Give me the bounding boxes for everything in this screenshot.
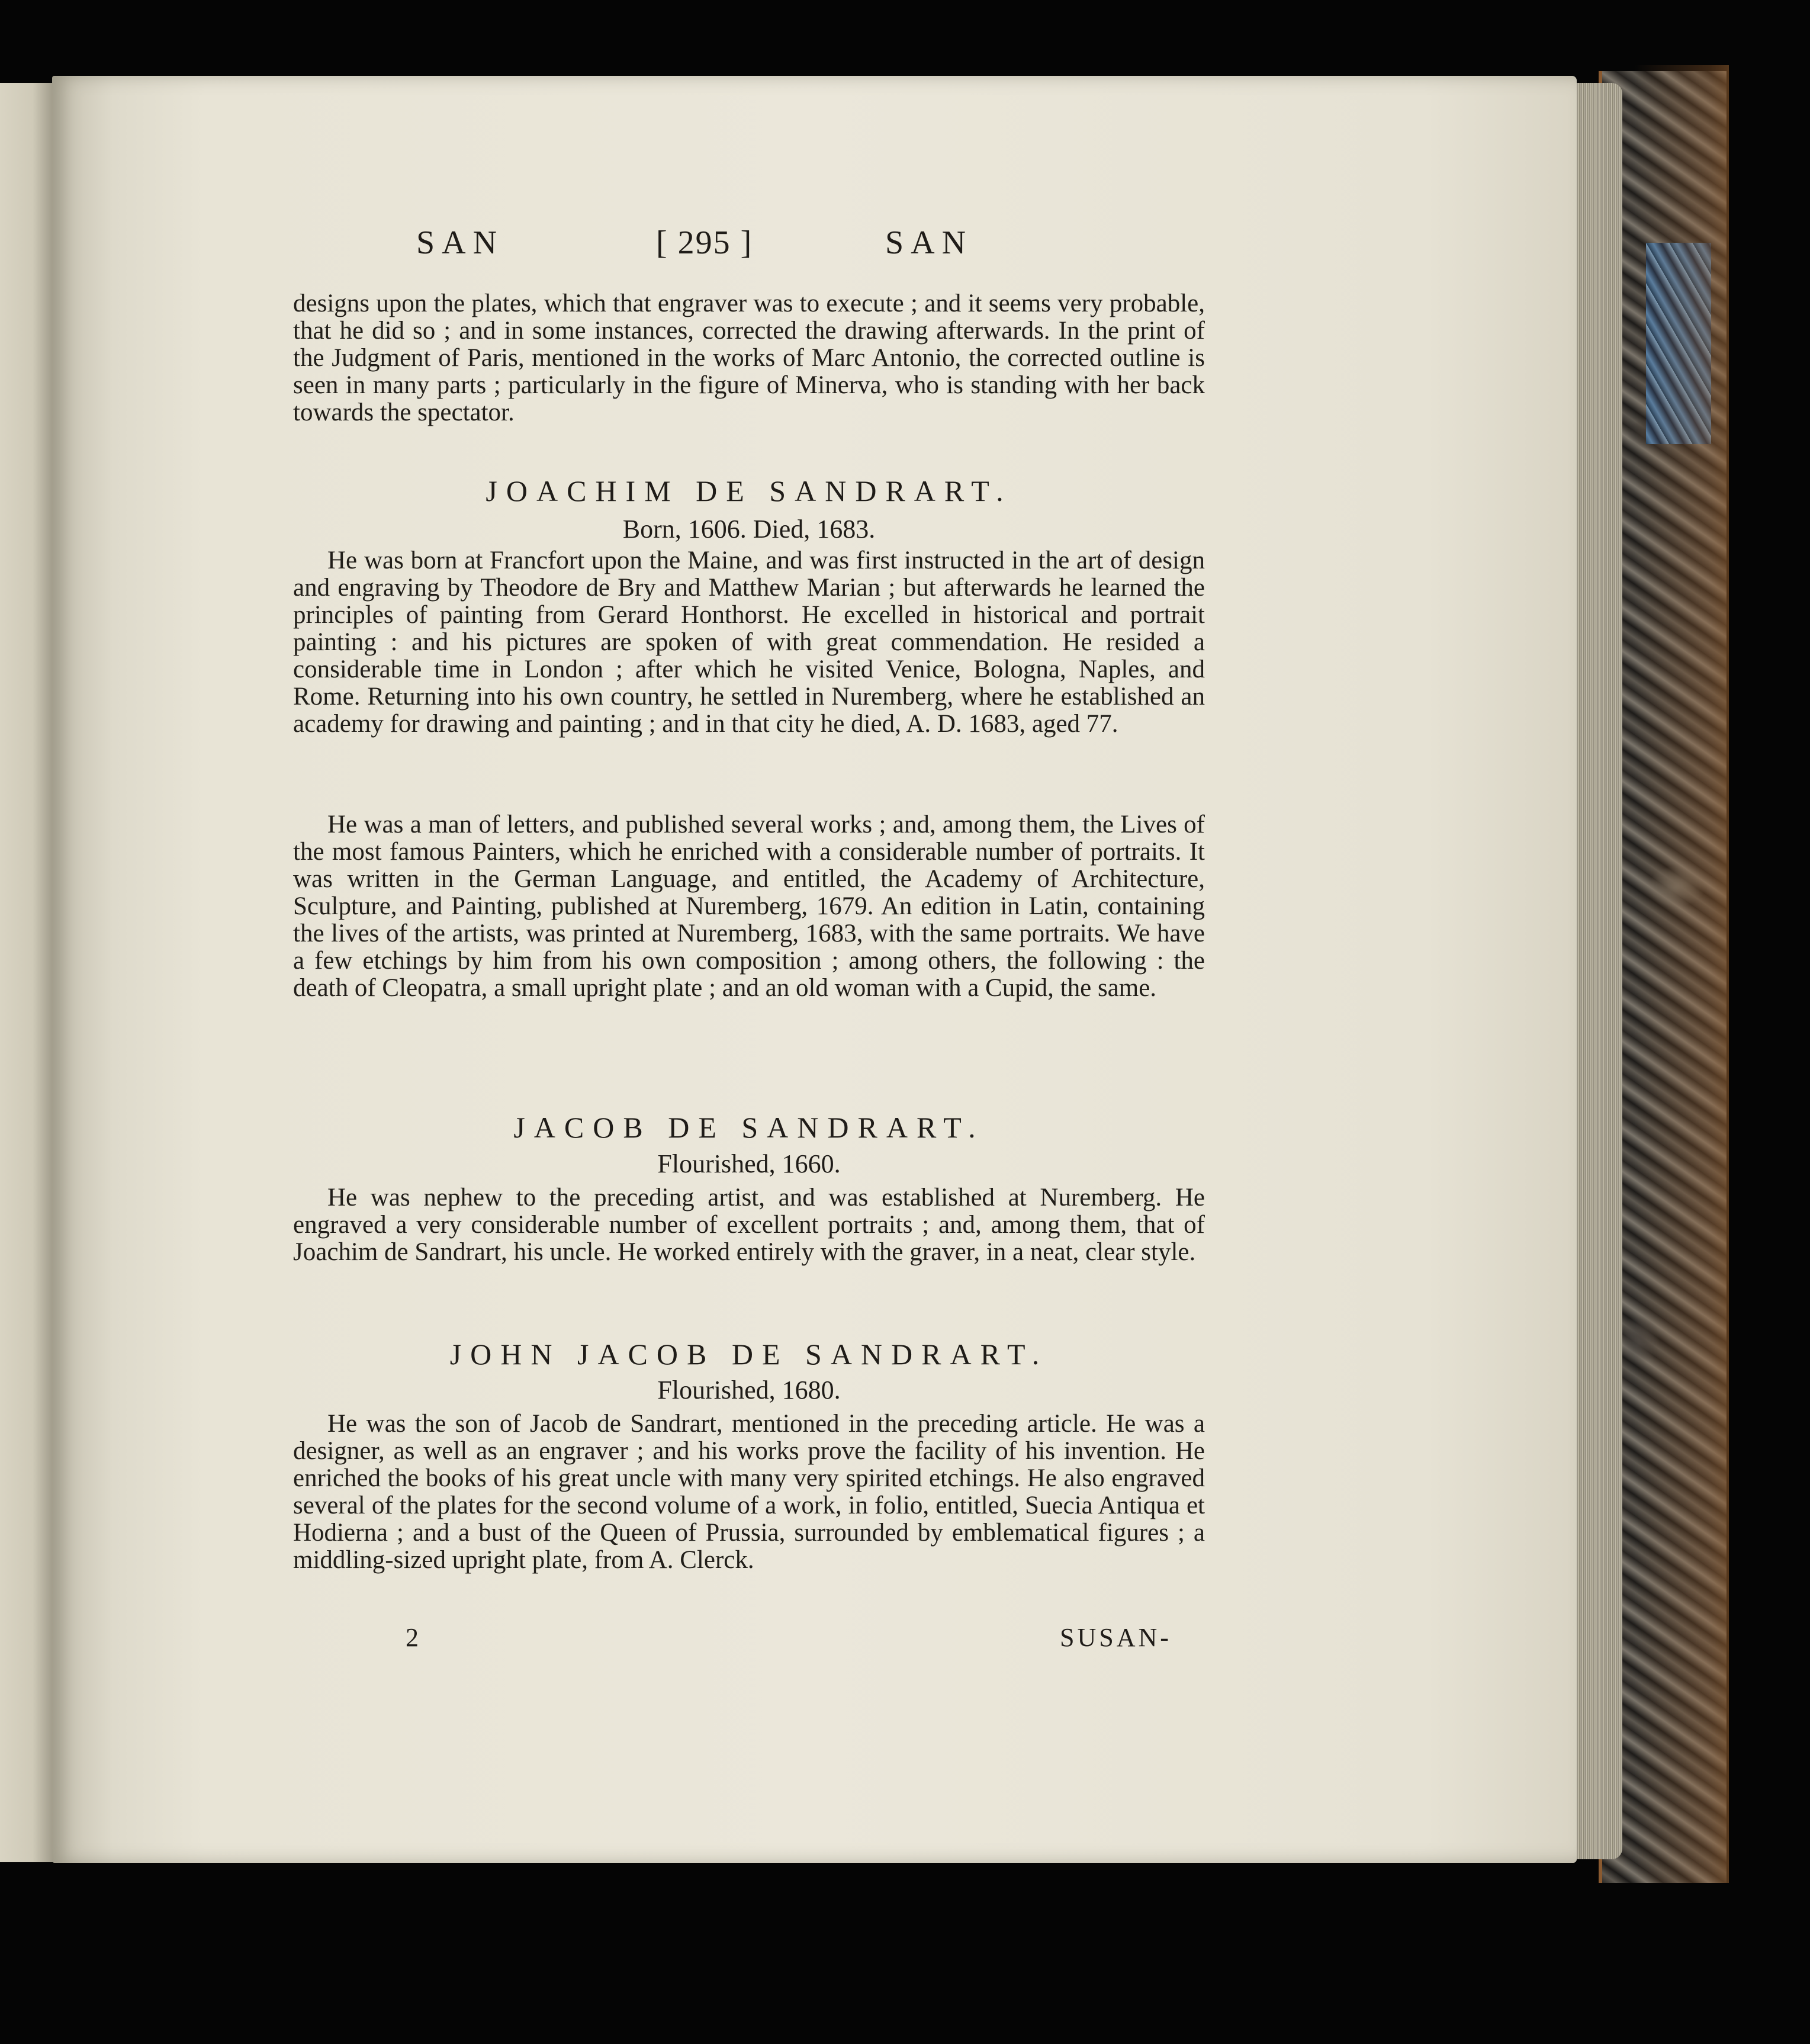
running-head [0, 224, 1810, 277]
entry-heading: JACOB DE SANDRART. [513, 1111, 985, 1144]
entry-dates: Flourished, 1680. [657, 1375, 841, 1405]
entry-paragraph: He was a man of letters, and published several works ; and, among them, the Lives of the most famous Painters, which he enriched with a considerable number of portraits. It was written in the German Language, and entitled, the Academy of Architecture, Sculpture, and Painting, published at Nuremberg, 1679. An edition in Latin, containing the lives of the artists, was printed at Nuremberg, 1683, with the same portraits. We have a few etchings by him from his own composition ; among others, the following : the death of Cleopatra, a small upright plate ; and an old woman with a Cupid, the same. [293, 811, 1205, 1002]
entry-paragraph: He was born at Francfort upon the Maine, and was first instructed in the art of design and engraving by Theodore de Bry and Matthew Marian ; but afterwards he learned the principles of painting from Gerard Honthorst. He excelled in historical and portrait painting : and his pictures are spoken of with great commendation. He resided a considerable time in London ; after which he visited Venice, Bologna, Naples, and Rome. Returning into his own country, he settled in Nuremberg, where he established an academy for drawing and painting ; and in that city he died, A. D. 1683, aged 77. [293, 547, 1205, 738]
entry-dates: Flourished, 1660. [657, 1149, 841, 1178]
catchword: SUSAN- [1060, 1623, 1172, 1652]
running-head-right: SAN [885, 224, 973, 261]
entry-heading: JOACHIM DE SANDRART. [486, 474, 1012, 507]
intro-paragraph: designs upon the plates, which that engraver was to execute ; and it seems very probable, that he did so ; and in some instances, corrected the drawing afterwards. In the print of the Judgment of Paris, mentioned in the works of Marc Antonio, the corrected outline is seen in many parts ; particularly in the figure of Minerva, who is standing with her back towards the spectator. [293, 290, 1205, 426]
entry-dates: Born, 1606. Died, 1683. [622, 515, 876, 544]
entry-heading: JOHN JACOB DE SANDRART. [449, 1338, 1049, 1371]
left-page-sliver [0, 83, 54, 1862]
leather-spine-edge [1634, 65, 1729, 1883]
entry-paragraph: He was the son of Jacob de Sandrart, mentioned in the preceding article. He was a designer, as well as an engraver ; and his works prove the facility of his invention. He enriched the books of his great uncle with many very spirited etchings. He also engraved several of the plates for the second volume of a work, in folio, entitled, Suecia Antiqua et Hodierna ; and a bust of the Queen of Prussia, surrounded by emblematical figures ; a middling-sized upright plate, from A. Clerck. [293, 1410, 1205, 1574]
page-number: [ 295 ] [656, 224, 753, 261]
signature-mark: 2 [406, 1623, 419, 1652]
running-head-left: SAN [416, 224, 504, 261]
entry-paragraph: He was nephew to the preceding artist, and was established at Nuremberg. He engraved a very considerable number of excellent portraits ; and, among them, that of Joachim de Sandrart, his uncle. He worked entirely with the graver, in a neat, clear style. [293, 1184, 1205, 1266]
